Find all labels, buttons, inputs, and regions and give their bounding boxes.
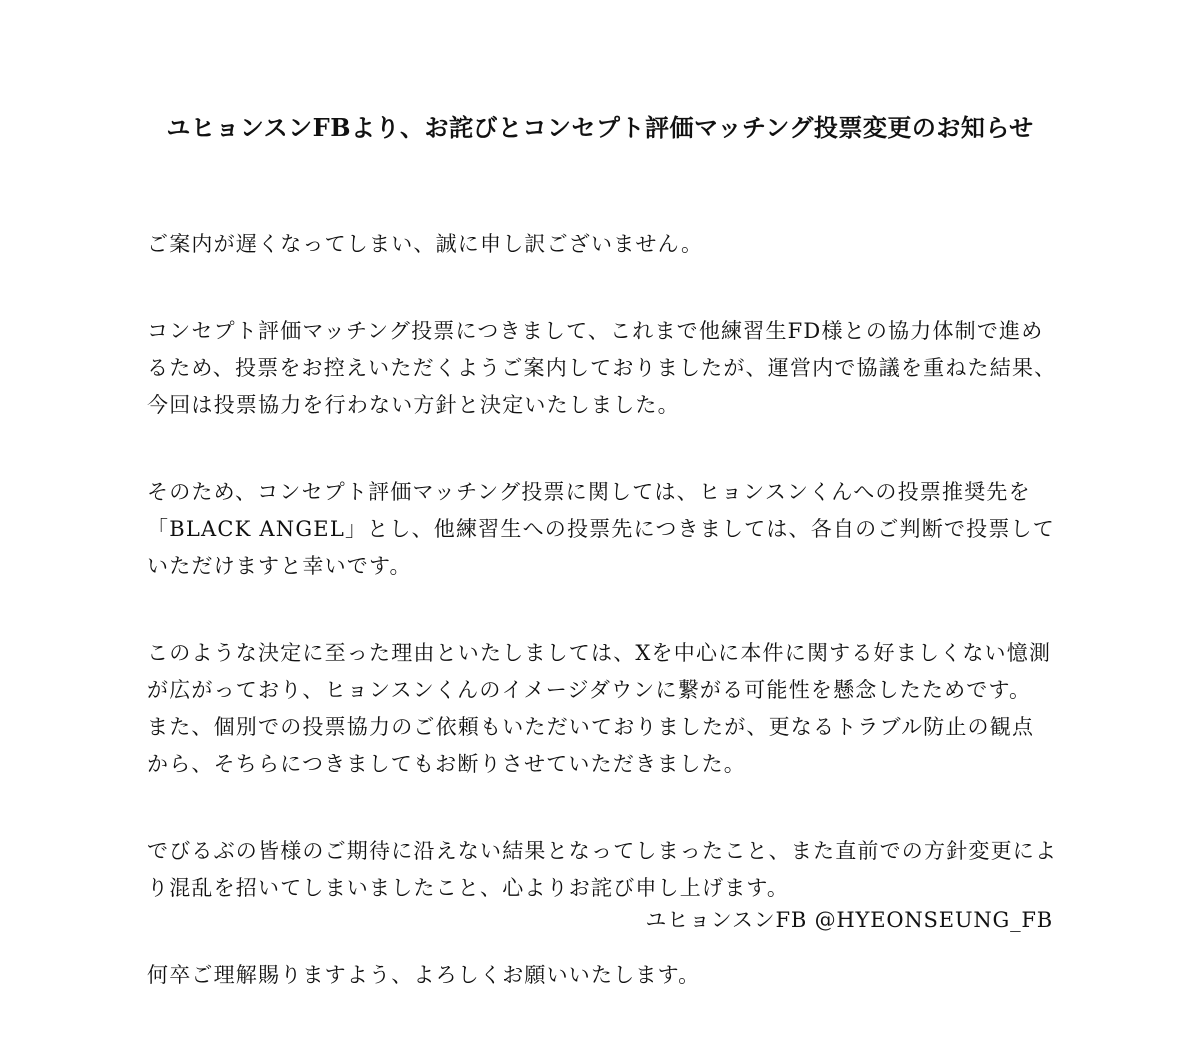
text-line: るため、投票をお控えいただくようご案内しておりましたが、運営内で協議を重ねた結果、 — [147, 356, 1057, 380]
text-line: から、そちらにつきましてもお断りさせていただきました。 — [147, 752, 746, 776]
text-line: ご案内が遅くなってしまい、誠に申し訳ございません。 — [147, 232, 704, 256]
text-line: コンセプト評価マッチング投票につきまして、これまで他練習生FD様との協力体制で進め — [147, 319, 1044, 343]
paragraph-regret — [147, 833, 1067, 907]
text-line: 何卒ご理解賜りますよう、よろしくお願いいたします。 — [147, 963, 701, 987]
text-line: いただけますと幸いです。 — [147, 554, 412, 578]
paragraph-apology — [147, 226, 1067, 263]
text-line: このような決定に至った理由といたしましては、Xを中心に本件に関する好ましくない憶測 — [147, 641, 1052, 665]
text-line: り混乱を招いてしまいましたこと、心よりお詫び申し上げます。 — [147, 876, 790, 900]
text-line: 「BLACK ANGEL」とし、他練習生への投票先につきましては、各自のご判断で投票して — [147, 517, 1055, 541]
text-line: また、個別での投票協力のご依頼もいただいておりましたが、更なるトラブル防止の観点 — [147, 715, 1035, 739]
paragraph-closing — [147, 957, 1067, 994]
text-line: そのため、コンセプト評価マッチング投票に関しては、ヒョンスンくんへの投票推奨先を — [147, 480, 1031, 504]
notice-title: ユヒョンスンFBより、お詫びとコンセプト評価マッチング投票変更のお知らせ — [166, 113, 1034, 142]
paragraph-decision — [147, 313, 1067, 424]
text-line: 今回は投票協力を行わない方針と決定いたしました。 — [147, 393, 680, 417]
paragraph-reason — [147, 635, 1067, 783]
paragraph-recommendation — [147, 474, 1067, 585]
text-line: でびるぶの皆様のご期待に沿えない結果となってしまったこと、また直前での方針変更によ — [147, 839, 1058, 863]
signature: ユヒョンスンFB @HYEONSEUNG_FB — [645, 908, 1053, 932]
text-line: が広がっており、ヒョンスンくんのイメージダウンに繋がる可能性を懸念したためです。 — [147, 678, 1032, 702]
